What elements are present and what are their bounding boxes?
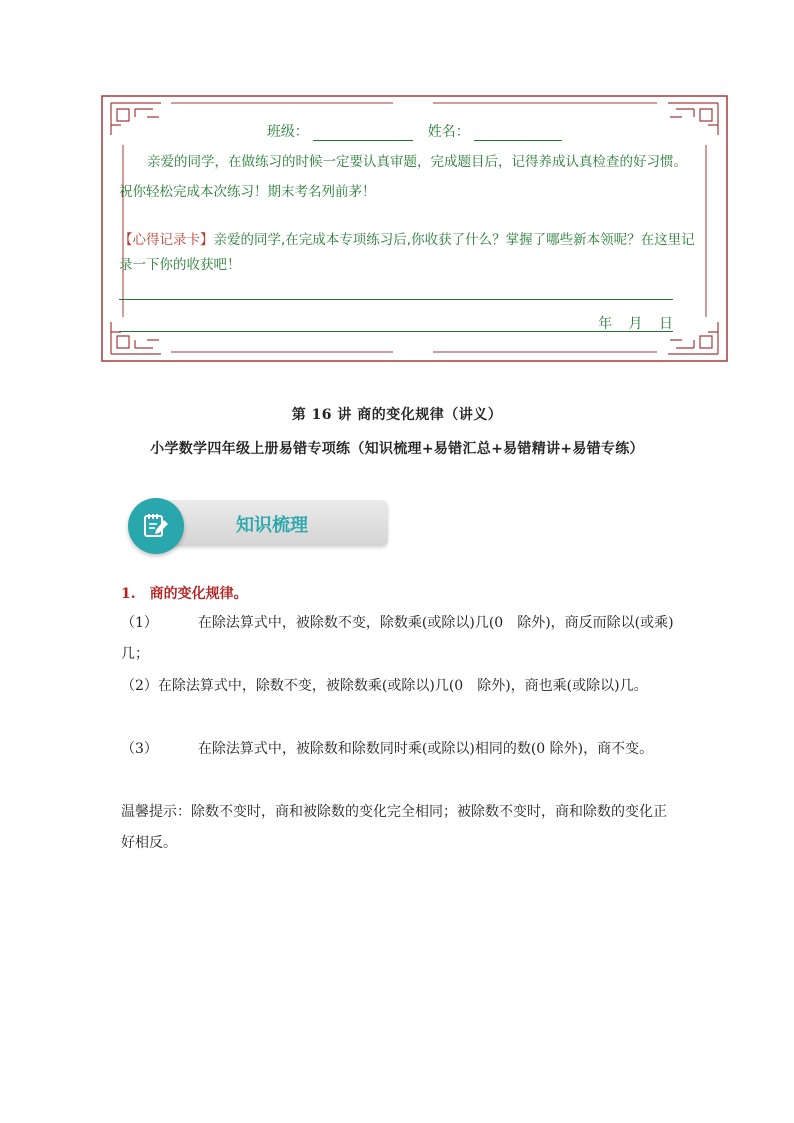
- heading-text: 商的变化规律。: [149, 586, 248, 602]
- record-text: 亲爱的同学,在完成本专项练习后,你收获了什么？掌握了哪些新本领呢？在这里记录一下你的收获吧！: [119, 232, 695, 273]
- rule-label: （3）: [121, 741, 158, 757]
- reflection-card: [101, 95, 728, 362]
- month-label: 月: [628, 316, 643, 332]
- date-row: [119, 313, 673, 332]
- rule-item: [121, 734, 674, 765]
- writing-line[interactable]: [119, 299, 673, 300]
- notepad-pencil-icon: [142, 511, 170, 539]
- page-subtitle: 小学数学四年级上册易错专项练（知识梳理+易错汇总+易错精讲+易错专练）: [150, 441, 644, 457]
- greeting-text: 亲爱的同学，在做练习的时候一定要认真审题，完成题目后，记得养成认真检查的好习惯。祝你轻松完成本次练习！期末考名列前茅！: [119, 154, 687, 200]
- class-field[interactable]: [313, 126, 413, 141]
- record-tag: 【心得记录卡】: [119, 232, 214, 248]
- rule-item: [121, 671, 674, 702]
- class-label: 班级：: [266, 124, 309, 140]
- rule-label: （2）: [121, 678, 158, 694]
- rule-text: 在除法算式中，被除数不变，除数乘(或除以)几(0 除外)，商反而除以(或乘)几；: [121, 615, 674, 662]
- name-field[interactable]: [474, 126, 562, 141]
- page-title: 第 16 讲 商的变化规律（讲义）: [291, 407, 503, 423]
- rule-text: 在除法算式中，被除数和除数同时乘(或除以)相同的数(0 除外)，商不变。: [197, 741, 654, 757]
- heading-number: 1.: [121, 586, 136, 602]
- rule-item: [121, 608, 674, 670]
- day-label: 日: [659, 316, 673, 332]
- rule-text: 在除法算式中，除数不变，被除数乘(或除以)几(0 除外)，商也乘(或除以)几。: [157, 678, 648, 694]
- section-banner: [122, 498, 392, 558]
- banner-icon-circle: [128, 498, 184, 554]
- rule-label: （1）: [121, 615, 158, 631]
- year-label: 年: [598, 316, 613, 332]
- tip-text: 温馨提示：除数不变时，商和被除数的变化完全相同；被除数不变时，商和除数的变化正好相反。: [121, 804, 667, 851]
- name-label: 姓名：: [427, 124, 470, 140]
- record-card-text: [119, 228, 699, 278]
- section-label: 知识梳理: [236, 515, 308, 536]
- rule-heading: [121, 583, 248, 603]
- class-name-row: [101, 121, 728, 141]
